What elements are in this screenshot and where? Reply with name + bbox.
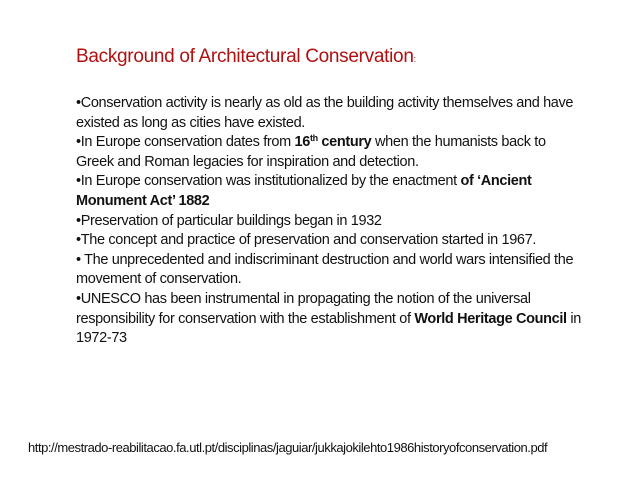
slide-title-text: Background of Architectural Conservation: [76, 46, 414, 67]
bullet-7-council-name: World Heritage Council: [414, 310, 567, 327]
bullet-6-text: • The unprecedented and indiscriminant destruction and world wars intensified the movement of conservation.: [76, 251, 574, 288]
bullet-3-text: •In Europe conservation was institutionalized by the enactment: [76, 173, 461, 190]
bullet-7-text-end: in 1972-73: [76, 310, 581, 347]
bullet-item-5: [76, 231, 581, 251]
bullet-2-century-superscript: th: [309, 133, 318, 144]
bullet-item-3: [76, 172, 581, 211]
bullet-3-act-name: of ‘Ancient Monument Act’ 1882: [76, 173, 532, 209]
bullet-item-2: [76, 133, 581, 172]
source-citation: http://mestrado-reabilitacao.fa.utl.pt/disciplinas/jaguiar/jukkajokilehto1986historyofconservation.pdf: [28, 440, 548, 455]
bullet-item-1: [76, 94, 581, 133]
bullet-1-text: •Conservation activity is nearly as old as the building activity themselves and have existed as long as cities have existed.: [76, 95, 574, 131]
slide-title: [76, 46, 416, 68]
bullet-item-6: [76, 251, 581, 290]
bullet-item-4: [76, 212, 581, 232]
bullet-2-century-word: century: [317, 134, 372, 151]
bullet-4-text: •Preservation of particular buildings began in 1932: [76, 212, 382, 229]
bullet-2-century-number: 16: [294, 134, 310, 151]
bullet-list: [76, 94, 581, 349]
slide-title-colon: :: [413, 54, 416, 64]
bullet-2-text-end: when the humanists back to Greek and Roman legacies for inspiration and detection.: [76, 134, 546, 170]
bullet-item-7: [76, 290, 581, 349]
bullet-5-text: •The concept and practice of preservation and conservation started in 1967.: [76, 232, 537, 249]
bullet-7-text-start: •UNESCO has been instrumental in propagating the notion of the universal responsibility for conservation with the establishment of: [76, 290, 531, 327]
bullet-2-text-start: •In Europe conservation dates from: [76, 134, 295, 151]
